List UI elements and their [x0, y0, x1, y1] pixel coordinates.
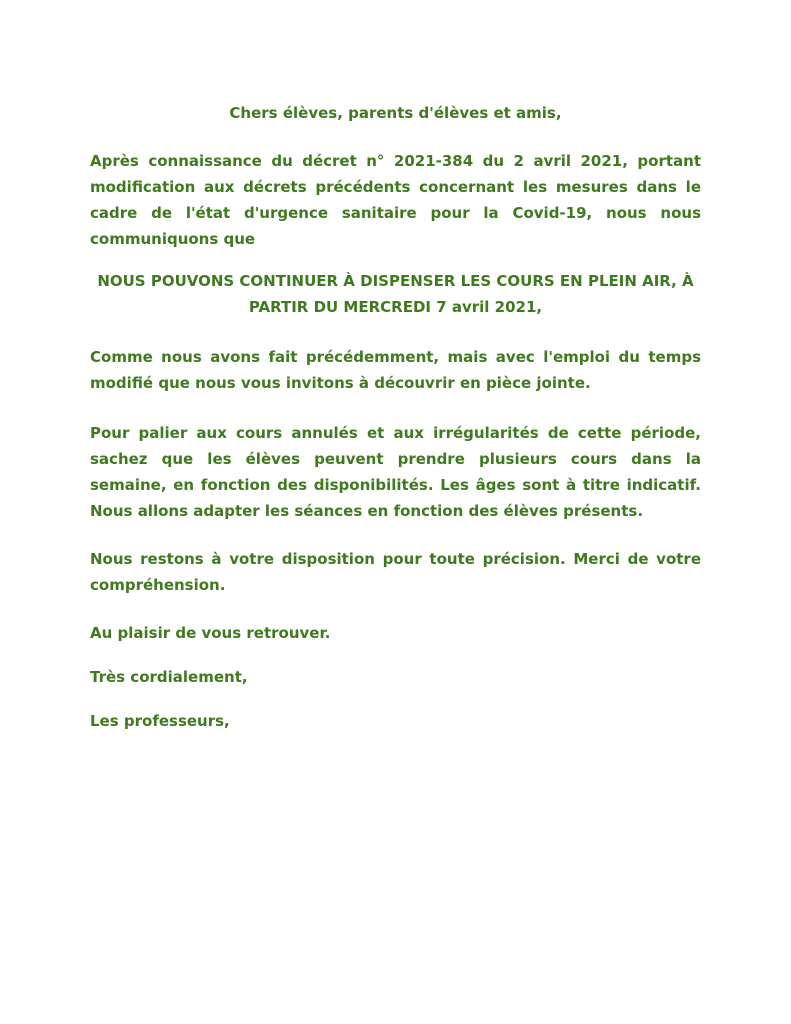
announcement-paragraph: NOUS POUVONS CONTINUER À DISPENSER LES COURS EN PLEIN AIR, À PARTIR DU MERCREDI 7 avril 2021,	[97, 272, 694, 316]
schedule-paragraph: Comme nous avons fait précédemment, mais avec l'emploi du temps modifié que nous vous invitons à découvrir en pièce jointe.	[90, 348, 701, 392]
closing-line: Au plaisir de vous retrouver.	[90, 624, 331, 642]
regards-line: Très cordialement,	[90, 668, 248, 686]
intro-paragraph: Après connaissance du décret n° 2021-384 du 2 avril 2021, portant modification aux décrets précédents concernant les mesures dans le cadre de l'état d'urgence sanitaire pour la Covid-19, nous nous communiquons que	[90, 152, 701, 248]
signature: Les professeurs,	[90, 712, 230, 730]
details-paragraph: Pour palier aux cours annulés et aux irrégularités de cette période, sachez que les élèves peuvent prendre plusieurs cours dans la semaine, en fonction des disponibilités. Les âges sont à titre indicatif. Nous allons adapter les séances en fonction des élèves présents.	[90, 424, 701, 520]
availability-paragraph: Nous restons à votre disposition pour toute précision. Merci de votre compréhension.	[90, 550, 701, 594]
letter-page	[90, 100, 701, 734]
greeting: Chers élèves, parents d'élèves et amis,	[229, 104, 562, 122]
